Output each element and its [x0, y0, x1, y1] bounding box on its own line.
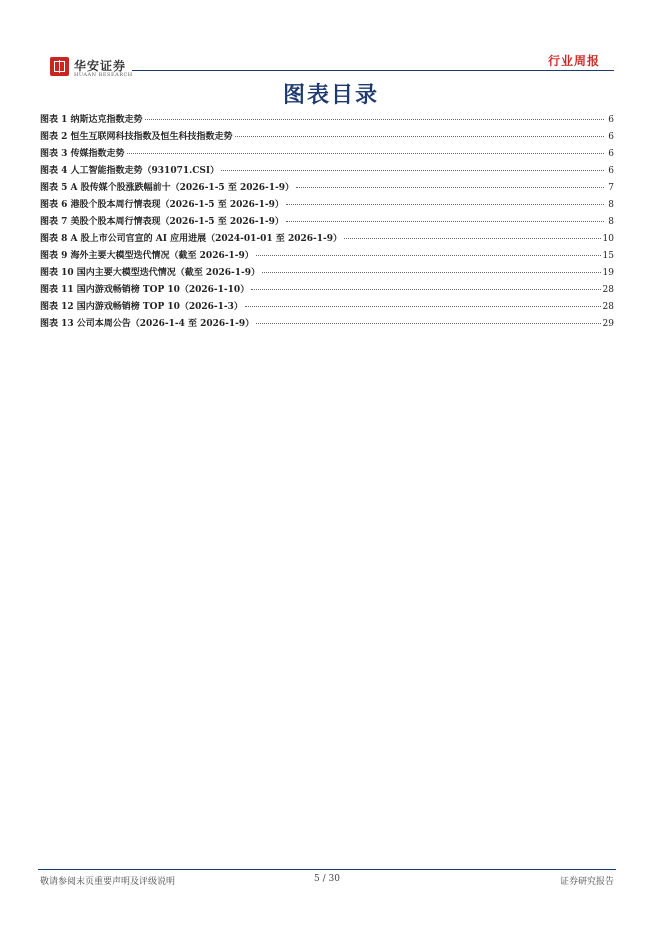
- toc-entry-label[interactable]: 图表 5 A 股传媒个股涨跌幅前十（2026-1-5 至 2026-1-9）: [40, 183, 295, 193]
- toc-entry[interactable]: [40, 248, 614, 265]
- toc-entry-label[interactable]: 图表 9 海外主要大模型迭代情况（截至 2026-1-9）: [40, 251, 254, 261]
- toc-dot-leader: [145, 118, 604, 120]
- toc-entry[interactable]: [40, 299, 614, 316]
- toc-entry-page[interactable]: 6: [608, 166, 614, 176]
- toc-entry-page[interactable]: 15: [602, 251, 614, 261]
- toc-dot-leader: [256, 322, 600, 324]
- toc-entry[interactable]: [40, 197, 614, 214]
- toc-dot-leader: [262, 271, 601, 273]
- toc-entry-label[interactable]: 图表 11 国内游戏畅销榜 TOP 10（2026-1-10）: [40, 285, 250, 295]
- toc-dot-leader: [296, 186, 604, 188]
- logo-company-name: 华安证券: [74, 59, 127, 73]
- toc-dot-leader: [245, 305, 601, 307]
- logo-english-name: HUAAN RESEARCH: [74, 72, 133, 78]
- toc-entry-label[interactable]: 图表 1 纳斯达克指数走势: [40, 115, 143, 125]
- toc-entry-page[interactable]: 6: [608, 132, 614, 142]
- toc-entry-label[interactable]: 图表 13 公司本周公告（2026-1-4 至 2026-1-9）: [40, 319, 255, 329]
- toc-dot-leader: [286, 203, 604, 205]
- page-number: 5 / 30: [314, 874, 340, 884]
- toc-entry-label[interactable]: 图表 8 A 股上市公司官宣的 AI 应用进展（2024-01-01 至 2026-1-9）: [40, 234, 342, 244]
- toc-entry[interactable]: [40, 231, 614, 248]
- toc-dot-leader: [344, 237, 601, 239]
- toc-dot-leader: [256, 254, 601, 256]
- logo-seal-icon: [50, 57, 69, 76]
- toc-entry[interactable]: [40, 163, 614, 180]
- toc-dot-leader: [286, 220, 604, 222]
- toc-dot-leader: [221, 169, 604, 171]
- toc-entry-label[interactable]: 图表 2 恒生互联网科技指数及恒生科技指数走势: [40, 132, 233, 142]
- toc-dot-leader: [127, 152, 604, 154]
- toc-entry-label[interactable]: 图表 6 港股个股本周行情表现（2026-1-5 至 2026-1-9）: [40, 200, 284, 210]
- page-title: 图表目录: [282, 82, 379, 108]
- toc-entry[interactable]: [40, 180, 614, 197]
- toc-entry-page[interactable]: 8: [608, 217, 614, 227]
- toc-entry[interactable]: [40, 129, 614, 146]
- toc-entry[interactable]: [40, 112, 614, 129]
- toc-entry-label[interactable]: 图表 12 国内游戏畅销榜 TOP 10（2026-1-3）: [40, 302, 243, 312]
- toc-entry-label[interactable]: 图表 7 美股个股本周行情表现（2026-1-5 至 2026-1-9）: [40, 217, 284, 227]
- footer-doc-type: 证券研究报告: [559, 877, 614, 887]
- table-of-figures: [40, 112, 614, 333]
- footer-disclaimer: 敬请参阅末页重要声明及评级说明: [40, 877, 176, 887]
- report-type: 行业周报: [547, 54, 600, 68]
- toc-entry-label[interactable]: 图表 10 国内主要大模型迭代情况（截至 2026-1-9）: [40, 268, 260, 278]
- toc-entry-label[interactable]: 图表 3 传媒指数走势: [40, 149, 125, 159]
- toc-entry-label[interactable]: 图表 4 人工智能指数走势（931071.CSI）: [40, 166, 220, 176]
- toc-entry-page[interactable]: 6: [608, 149, 614, 159]
- toc-dot-leader: [235, 135, 604, 137]
- toc-entry-page[interactable]: 29: [602, 319, 614, 329]
- toc-entry[interactable]: [40, 214, 614, 231]
- header-divider: [132, 70, 614, 71]
- toc-entry[interactable]: [40, 265, 614, 282]
- toc-dot-leader: [251, 288, 600, 290]
- footer-divider: [38, 869, 616, 870]
- toc-entry-page[interactable]: 10: [602, 234, 614, 244]
- toc-entry-page[interactable]: 28: [602, 302, 614, 312]
- toc-entry-page[interactable]: 6: [608, 115, 614, 125]
- toc-entry-page[interactable]: 7: [608, 183, 614, 193]
- toc-entry-page[interactable]: 19: [602, 268, 614, 278]
- toc-entry[interactable]: [40, 146, 614, 163]
- toc-entry-page[interactable]: 28: [602, 285, 614, 295]
- toc-entry[interactable]: [40, 316, 614, 333]
- toc-entry-page[interactable]: 8: [608, 200, 614, 210]
- toc-entry[interactable]: [40, 282, 614, 299]
- page-header: [48, 48, 614, 80]
